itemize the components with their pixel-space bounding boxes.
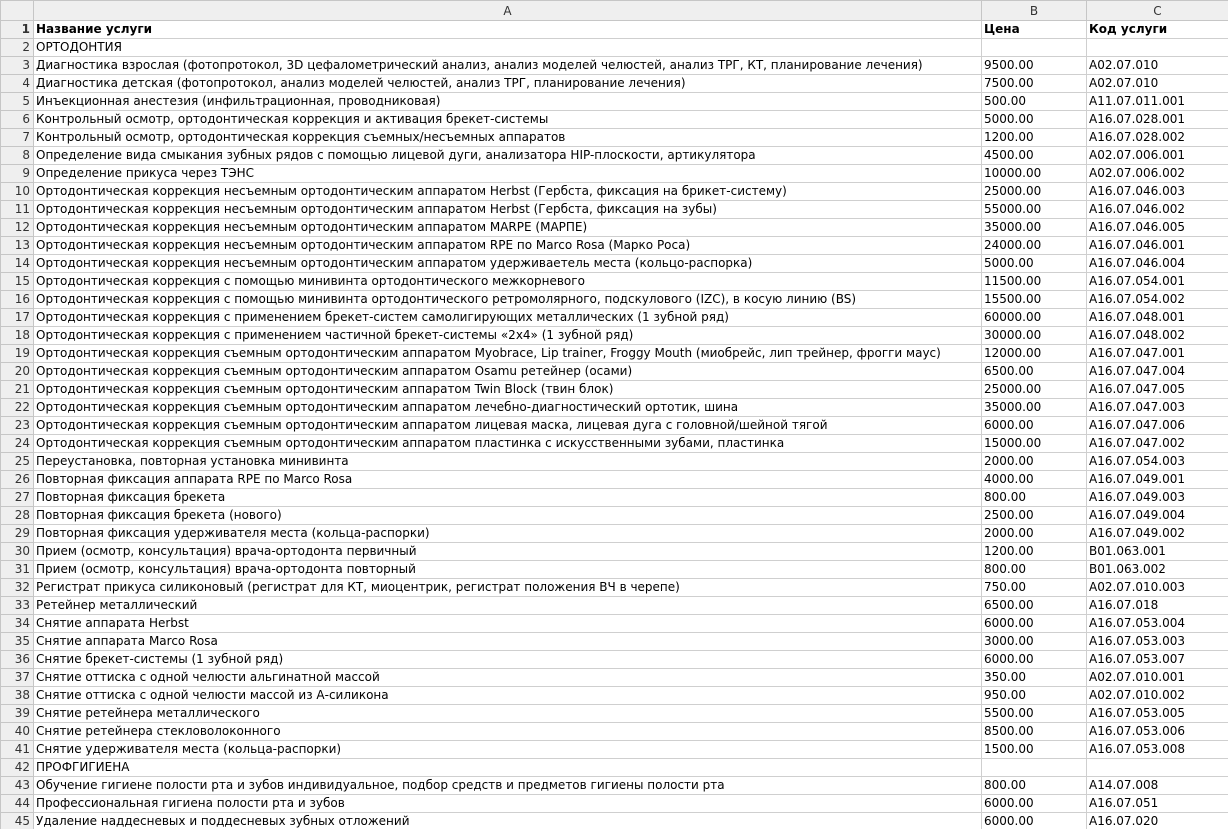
cell-code[interactable]: A02.07.010 xyxy=(1087,57,1228,75)
cell-service-name[interactable]: Снятие аппарата Herbst xyxy=(34,615,982,633)
cell-price[interactable]: 750.00 xyxy=(982,579,1087,597)
cell-price-header[interactable]: Цена xyxy=(982,21,1087,39)
table-row xyxy=(1,39,1228,57)
row-number[interactable]: 3 xyxy=(1,57,34,75)
cell-price[interactable]: 11500.00 xyxy=(982,273,1087,291)
table-row xyxy=(1,147,1228,165)
table-row xyxy=(1,129,1228,147)
row-number[interactable]: 20 xyxy=(1,363,34,381)
cell-price[interactable]: 5000.00 xyxy=(982,255,1087,273)
cell-service-name[interactable]: Снятие ретейнера металлического xyxy=(34,705,982,723)
cell-code[interactable]: A02.07.010.002 xyxy=(1087,687,1228,705)
cell-code[interactable]: B01.063.002 xyxy=(1087,561,1228,579)
row-number[interactable]: 21 xyxy=(1,381,34,399)
row-number[interactable]: 26 xyxy=(1,471,34,489)
cell-price[interactable]: 6000.00 xyxy=(982,651,1087,669)
cell-service-name[interactable]: Ортодонтическая коррекция с помощью минивинта ортодонтического ретромолярного, подскулового (IZC), в косую линию (BS) xyxy=(34,291,982,309)
table-row xyxy=(1,57,1228,75)
row-number[interactable]: 33 xyxy=(1,597,34,615)
cell-price[interactable]: 4500.00 xyxy=(982,147,1087,165)
cell-service-name[interactable]: Ретейнер металлический xyxy=(34,597,982,615)
cell-service-name[interactable]: Обучение гигиене полости рта и зубов индивидуальное, подбор средств и предметов гигиены полости рта xyxy=(34,777,982,795)
cell-code[interactable]: A02.07.006.001 xyxy=(1087,147,1228,165)
cell-service-name[interactable]: Контрольный осмотр, ортодонтическая коррекция съемных/несъемных аппаратов xyxy=(34,129,982,147)
cell-service-name[interactable]: Прием (осмотр, консультация) врача-ортодонта повторный xyxy=(34,561,982,579)
table-row xyxy=(1,579,1228,597)
table-row xyxy=(1,507,1228,525)
cell-code[interactable]: A16.07.028.001 xyxy=(1087,111,1228,129)
cell-service-name[interactable]: Снятие аппарата Marco Rosa xyxy=(34,633,982,651)
cell-price[interactable]: 30000.00 xyxy=(982,327,1087,345)
cell-code[interactable]: A11.07.011.001 xyxy=(1087,93,1228,111)
row-number[interactable]: 6 xyxy=(1,111,34,129)
cell-service-name[interactable]: Ортодонтическая коррекция несъемным ортодонтическим аппаратом RPE по Marco Rosa (Марко Роса) xyxy=(34,237,982,255)
cell-service-name[interactable]: Ортодонтическая коррекция съемным ортодонтическим аппаратом Osamu ретейнер (осами) xyxy=(34,363,982,381)
row-number[interactable]: 13 xyxy=(1,237,34,255)
cell-price[interactable]: 6000.00 xyxy=(982,795,1087,813)
cell-service-name[interactable]: Повторная фиксация аппарата RPE по Marco Rosa xyxy=(34,471,982,489)
row-number[interactable]: 29 xyxy=(1,525,34,543)
row-number[interactable]: 40 xyxy=(1,723,34,741)
cell-price[interactable]: 24000.00 xyxy=(982,237,1087,255)
table-row xyxy=(1,561,1228,579)
cell-service-name[interactable]: Ортодонтическая коррекция съемным ортодонтическим аппаратом пластинка с искусственными зубами, пластинка xyxy=(34,435,982,453)
cell-service-name[interactable]: Диагностика детская (фотопротокол, анализ моделей челюстей, анализ ТРГ, планирование лечения) xyxy=(34,75,982,93)
table-row xyxy=(1,435,1228,453)
cell-code[interactable]: A16.07.053.005 xyxy=(1087,705,1228,723)
row-number[interactable]: 31 xyxy=(1,561,34,579)
cell-service-name[interactable]: Ортодонтическая коррекция с помощью минивинта ортодонтического межкорневого xyxy=(34,273,982,291)
cell-price[interactable]: 6500.00 xyxy=(982,363,1087,381)
cell-service-name[interactable]: Ортодонтическая коррекция съемным ортодонтическим аппаратом Myobrace, Lip trainer, Froggy Mouth (миобрейс, лип трейнер, фрогги маус) xyxy=(34,345,982,363)
cell-code[interactable]: A16.07.046.005 xyxy=(1087,219,1228,237)
row-number[interactable]: 38 xyxy=(1,687,34,705)
cell-price[interactable]: 500.00 xyxy=(982,93,1087,111)
cell-price[interactable]: 4000.00 xyxy=(982,471,1087,489)
row-number[interactable]: 5 xyxy=(1,93,34,111)
cell-service-name[interactable]: Повторная фиксация брекета xyxy=(34,489,982,507)
cell-price[interactable]: 6000.00 xyxy=(982,615,1087,633)
cell-code[interactable]: A16.07.051 xyxy=(1087,795,1228,813)
cell-price[interactable]: 35000.00 xyxy=(982,399,1087,417)
column-header-a[interactable]: A xyxy=(34,1,982,21)
cell-price[interactable]: 800.00 xyxy=(982,489,1087,507)
table-row xyxy=(1,255,1228,273)
table-row xyxy=(1,111,1228,129)
cell-price[interactable]: 10000.00 xyxy=(982,165,1087,183)
cell-service-name[interactable]: ОРТОДОНТИЯ xyxy=(34,39,982,57)
cell-service-name[interactable]: Инъекционная анестезия (инфильтрационная, проводниковая) xyxy=(34,93,982,111)
row-number[interactable]: 24 xyxy=(1,435,34,453)
table-row xyxy=(1,777,1228,795)
cell-service-name[interactable]: Регистрат прикуса силиконовый (регистрат для КТ, миоцентрик, регистрат положения ВЧ в черепе) xyxy=(34,579,982,597)
select-all-corner[interactable] xyxy=(1,1,34,21)
table-row xyxy=(1,345,1228,363)
row-number[interactable]: 36 xyxy=(1,651,34,669)
row-number[interactable]: 37 xyxy=(1,669,34,687)
cell-service-name[interactable]: Ортодонтическая коррекция несъемным ортодонтическим аппаратом Herbst (Гербста, фиксация на зубы) xyxy=(34,201,982,219)
table-row xyxy=(1,75,1228,93)
cell-code[interactable]: A16.07.046.001 xyxy=(1087,237,1228,255)
cell-service-name[interactable]: Ортодонтическая коррекция несъемным ортодонтическим аппаратом Herbst (Гербста, фиксация на брикет-систему) xyxy=(34,183,982,201)
row-number[interactable]: 2 xyxy=(1,39,34,57)
cell-service-name[interactable]: Ортодонтическая коррекция съемным ортодонтическим аппаратом лицевая маска, лицевая дуга с головной/шейной тягой xyxy=(34,417,982,435)
cell-price[interactable]: 6500.00 xyxy=(982,597,1087,615)
cell-price[interactable]: 55000.00 xyxy=(982,201,1087,219)
cell-service-name[interactable]: Ортодонтическая коррекция несъемным ортодонтическим аппаратом удерживаетель места (кольцо-распорка) xyxy=(34,255,982,273)
cell-service-name[interactable]: Ортодонтическая коррекция несъемным ортодонтическим аппаратом MARPE (МАРПЕ) xyxy=(34,219,982,237)
table-row xyxy=(1,237,1228,255)
row-number[interactable]: 22 xyxy=(1,399,34,417)
cell-code[interactable]: B01.063.001 xyxy=(1087,543,1228,561)
cell-price[interactable]: 60000.00 xyxy=(982,309,1087,327)
row-number[interactable]: 19 xyxy=(1,345,34,363)
table-row xyxy=(1,381,1228,399)
cell-price[interactable]: 6000.00 xyxy=(982,813,1087,829)
table-row xyxy=(1,363,1228,381)
row-number[interactable]: 23 xyxy=(1,417,34,435)
cell-code[interactable]: A16.07.053.004 xyxy=(1087,615,1228,633)
cell-code[interactable]: A16.07.046.003 xyxy=(1087,183,1228,201)
row-number[interactable]: 4 xyxy=(1,75,34,93)
cell-price[interactable]: 950.00 xyxy=(982,687,1087,705)
cell-service-name[interactable]: Ортодонтическая коррекция с применением частичной брекет-системы «2х4» (1 зубной ряд) xyxy=(34,327,982,345)
cell-code[interactable]: A16.07.046.002 xyxy=(1087,201,1228,219)
cell-price[interactable]: 7500.00 xyxy=(982,75,1087,93)
cell-service-name[interactable]: Диагностика взрослая (фотопротокол, 3D цефалометрический анализ, анализ моделей челюстей, анализ ТРГ, КТ, планирование лечения) xyxy=(34,57,982,75)
cell-price[interactable]: 1200.00 xyxy=(982,129,1087,147)
row-number[interactable]: 43 xyxy=(1,777,34,795)
cell-code[interactable]: A16.07.053.006 xyxy=(1087,723,1228,741)
table-row xyxy=(1,705,1228,723)
cell-code[interactable]: A16.07.053.008 xyxy=(1087,741,1228,759)
cell-price[interactable]: 6000.00 xyxy=(982,417,1087,435)
cell-price[interactable]: 25000.00 xyxy=(982,381,1087,399)
cell-code[interactable]: A16.07.049.002 xyxy=(1087,525,1228,543)
cell-service-name[interactable]: Снятие ретейнера стекловолоконного xyxy=(34,723,982,741)
table-row xyxy=(1,399,1228,417)
cell-service-name[interactable]: Ортодонтическая коррекция съемным ортодонтическим аппаратом лечебно-диагностический ортотик, шина xyxy=(34,399,982,417)
row-number[interactable]: 27 xyxy=(1,489,34,507)
cell-code[interactable]: A16.07.046.004 xyxy=(1087,255,1228,273)
table-row xyxy=(1,741,1228,759)
column-header-row xyxy=(1,1,1228,21)
table-row xyxy=(1,183,1228,201)
cell-price[interactable]: 3000.00 xyxy=(982,633,1087,651)
table-row xyxy=(1,543,1228,561)
row-number[interactable]: 7 xyxy=(1,129,34,147)
table-row xyxy=(1,291,1228,309)
row-number[interactable]: 39 xyxy=(1,705,34,723)
table-row xyxy=(1,165,1228,183)
cell-code[interactable]: A16.07.047.006 xyxy=(1087,417,1228,435)
cell-code[interactable] xyxy=(1087,759,1228,777)
cell-price[interactable] xyxy=(982,39,1087,57)
cell-code-header[interactable]: Код услуги xyxy=(1087,21,1228,39)
cell-service-name[interactable]: Повторная фиксация удерживателя места (кольца-распорки) xyxy=(34,525,982,543)
table-row xyxy=(1,471,1228,489)
cell-price[interactable]: 1500.00 xyxy=(982,741,1087,759)
row-number[interactable]: 17 xyxy=(1,309,34,327)
row-number[interactable]: 16 xyxy=(1,291,34,309)
table-row xyxy=(1,633,1228,651)
cell-code[interactable]: A16.07.049.001 xyxy=(1087,471,1228,489)
column-header-c[interactable]: C xyxy=(1087,1,1228,21)
cell-price[interactable]: 2000.00 xyxy=(982,453,1087,471)
table-row xyxy=(1,489,1228,507)
cell-price[interactable]: 1200.00 xyxy=(982,543,1087,561)
table-row xyxy=(1,651,1228,669)
cell-code[interactable]: A02.07.010.001 xyxy=(1087,669,1228,687)
table-row xyxy=(1,525,1228,543)
cell-price[interactable]: 2000.00 xyxy=(982,525,1087,543)
row-number[interactable]: 8 xyxy=(1,147,34,165)
table-row xyxy=(1,309,1228,327)
cell-service-name[interactable]: Снятие брекет-системы (1 зубной ряд) xyxy=(34,651,982,669)
cell-code[interactable]: A16.07.053.007 xyxy=(1087,651,1228,669)
row-number[interactable]: 12 xyxy=(1,219,34,237)
cell-code[interactable]: A16.07.054.003 xyxy=(1087,453,1228,471)
cell-code[interactable]: A16.07.053.003 xyxy=(1087,633,1228,651)
cell-code[interactable]: A16.07.047.001 xyxy=(1087,345,1228,363)
row-number[interactable]: 35 xyxy=(1,633,34,651)
cell-code[interactable]: A16.07.028.002 xyxy=(1087,129,1228,147)
row-number[interactable]: 1 xyxy=(1,21,34,39)
cell-service-name[interactable]: ПРОФГИГИЕНА xyxy=(34,759,982,777)
row-number[interactable]: 18 xyxy=(1,327,34,345)
cell-code[interactable]: A16.07.047.002 xyxy=(1087,435,1228,453)
cell-price[interactable]: 9500.00 xyxy=(982,57,1087,75)
cell-code[interactable]: A02.07.010.003 xyxy=(1087,579,1228,597)
table-row xyxy=(1,273,1228,291)
row-number[interactable]: 42 xyxy=(1,759,34,777)
table-row xyxy=(1,669,1228,687)
cell-code[interactable]: A16.07.047.004 xyxy=(1087,363,1228,381)
cell-code[interactable]: A16.07.047.003 xyxy=(1087,399,1228,417)
table-row xyxy=(1,219,1228,237)
cell-code[interactable]: A16.07.048.001 xyxy=(1087,309,1228,327)
table-row xyxy=(1,453,1228,471)
table-row-header xyxy=(1,21,1228,39)
row-number[interactable]: 9 xyxy=(1,165,34,183)
cell-code[interactable]: A16.07.047.005 xyxy=(1087,381,1228,399)
table-row xyxy=(1,201,1228,219)
row-number[interactable]: 14 xyxy=(1,255,34,273)
cell-price[interactable]: 8500.00 xyxy=(982,723,1087,741)
cell-code[interactable]: A02.07.006.002 xyxy=(1087,165,1228,183)
cell-code[interactable]: A16.07.054.001 xyxy=(1087,273,1228,291)
column-header-b[interactable]: B xyxy=(982,1,1087,21)
cell-service-name[interactable]: Профессиональная гигиена полости рта и зубов xyxy=(34,795,982,813)
cell-service-name[interactable]: Ортодонтическая коррекция с применением брекет-систем самолигирующих металлических (1 зубной ряд) xyxy=(34,309,982,327)
cell-service-name[interactable]: Контрольный осмотр, ортодонтическая коррекция и активация брекет-системы xyxy=(34,111,982,129)
row-number[interactable]: 34 xyxy=(1,615,34,633)
cell-service-name[interactable]: Определение вида смыкания зубных рядов с помощью лицевой дуги, анализатора HIP-плоскости, артикулятора xyxy=(34,147,982,165)
row-number[interactable]: 45 xyxy=(1,813,34,829)
cell-code[interactable]: A14.07.008 xyxy=(1087,777,1228,795)
table-row xyxy=(1,723,1228,741)
table-row xyxy=(1,795,1228,813)
row-number[interactable]: 25 xyxy=(1,453,34,471)
table-row xyxy=(1,759,1228,777)
row-number[interactable]: 30 xyxy=(1,543,34,561)
cell-price[interactable]: 5000.00 xyxy=(982,111,1087,129)
cell-price[interactable]: 15500.00 xyxy=(982,291,1087,309)
cell-code[interactable]: A16.07.049.004 xyxy=(1087,507,1228,525)
table-row xyxy=(1,327,1228,345)
table-row xyxy=(1,417,1228,435)
row-number[interactable]: 44 xyxy=(1,795,34,813)
cell-price[interactable]: 2500.00 xyxy=(982,507,1087,525)
table-row xyxy=(1,615,1228,633)
cell-code[interactable]: A16.07.020 xyxy=(1087,813,1228,829)
row-number[interactable]: 15 xyxy=(1,273,34,291)
cell-service-name[interactable]: Удаление наддесневых и поддесневых зубных отложений xyxy=(34,813,982,829)
cell-price[interactable]: 35000.00 xyxy=(982,219,1087,237)
cell-code[interactable] xyxy=(1087,39,1228,57)
cell-code[interactable]: A02.07.010 xyxy=(1087,75,1228,93)
cell-code[interactable]: A16.07.049.003 xyxy=(1087,489,1228,507)
table-row xyxy=(1,597,1228,615)
cell-service-name[interactable]: Определение прикуса через ТЭНС xyxy=(34,165,982,183)
table-row xyxy=(1,93,1228,111)
cell-price[interactable]: 12000.00 xyxy=(982,345,1087,363)
row-number[interactable]: 28 xyxy=(1,507,34,525)
cell-price[interactable]: 25000.00 xyxy=(982,183,1087,201)
cell-service-name[interactable]: Снятие оттиска с одной челюсти массой из А-силикона xyxy=(34,687,982,705)
cell-service-name-header[interactable]: Название услуги xyxy=(34,21,982,39)
cell-code[interactable]: A16.07.018 xyxy=(1087,597,1228,615)
row-number[interactable]: 41 xyxy=(1,741,34,759)
cell-service-name[interactable]: Прием (осмотр, консультация) врача-ортодонта первичный xyxy=(34,543,982,561)
cell-code[interactable]: A16.07.054.002 xyxy=(1087,291,1228,309)
cell-price[interactable] xyxy=(982,759,1087,777)
cell-service-name[interactable]: Снятие удерживателя места (кольца-распорки) xyxy=(34,741,982,759)
cell-price[interactable]: 350.00 xyxy=(982,669,1087,687)
cell-service-name[interactable]: Переустановка, повторная установка минивинта xyxy=(34,453,982,471)
table-row xyxy=(1,813,1228,829)
cell-service-name[interactable]: Повторная фиксация брекета (нового) xyxy=(34,507,982,525)
row-number[interactable]: 32 xyxy=(1,579,34,597)
cell-service-name[interactable]: Ортодонтическая коррекция съемным ортодонтическим аппаратом Twin Block (твин блок) xyxy=(34,381,982,399)
cell-price[interactable]: 800.00 xyxy=(982,777,1087,795)
row-number[interactable]: 11 xyxy=(1,201,34,219)
cell-price[interactable]: 800.00 xyxy=(982,561,1087,579)
table-row xyxy=(1,687,1228,705)
cell-code[interactable]: A16.07.048.002 xyxy=(1087,327,1228,345)
cell-price[interactable]: 5500.00 xyxy=(982,705,1087,723)
row-number[interactable]: 10 xyxy=(1,183,34,201)
cell-price[interactable]: 15000.00 xyxy=(982,435,1087,453)
cell-service-name[interactable]: Снятие оттиска с одной челюсти альгинатной массой xyxy=(34,669,982,687)
